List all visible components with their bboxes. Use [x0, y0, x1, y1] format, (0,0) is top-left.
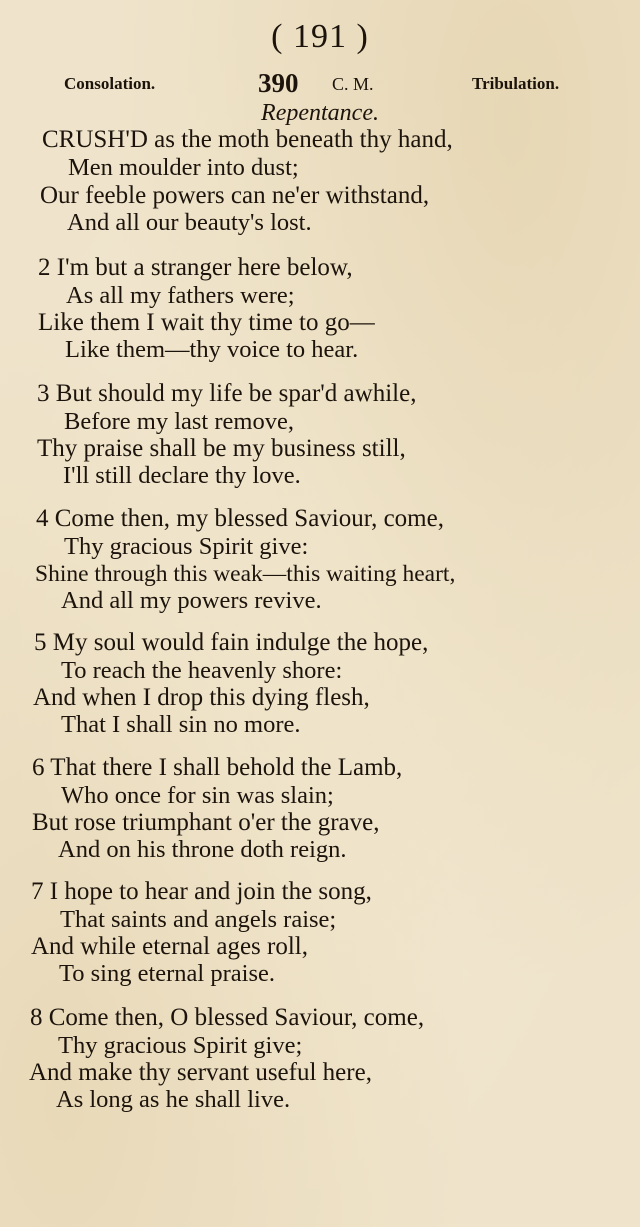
verse-line: That saints and angels raise; — [60, 906, 337, 933]
verse-line: And when I drop this dying flesh, — [33, 684, 370, 711]
verse-line: Before my last remove, — [64, 408, 294, 435]
verse-line: 5 My soul would fain indulge the hope, — [34, 629, 429, 656]
verse-line: Men moulder into dust; — [68, 154, 299, 181]
hymn-header — [0, 68, 640, 98]
hymn-subject: Repentance. — [261, 100, 379, 126]
verse-line: That I shall sin no more. — [61, 711, 301, 738]
hymn-number: 390 — [258, 68, 299, 98]
verse-line: 2 I'm but a stranger here below, — [38, 254, 353, 281]
verse-line: But rose triumphant o'er the grave, — [32, 809, 380, 836]
verse-line: Our feeble powers can ne'er withstand, — [40, 182, 430, 209]
verse-line: Thy praise shall be my business still, — [37, 435, 406, 462]
verse-line: As all my fathers were; — [66, 282, 295, 309]
verse-line: To sing eternal praise. — [59, 960, 275, 987]
verse-line: And all our beauty's lost. — [67, 209, 312, 236]
verse-line: Who once for sin was slain; — [61, 782, 334, 809]
verse-line: CRUSH'D as the moth beneath thy hand, — [42, 126, 453, 153]
verse-line: 3 But should my life be spar'd awhile, — [37, 380, 417, 407]
verse-line: Shine through this weak—this waiting heart, — [35, 561, 456, 587]
hymn-meter: C. M. — [332, 74, 374, 94]
verse-line: And all my powers revive. — [61, 587, 322, 614]
verse-line: 8 Come then, O blessed Saviour, come, — [30, 1004, 425, 1031]
verse-line: 7 I hope to hear and join the song, — [31, 878, 372, 905]
verse-line: And while eternal ages roll, — [31, 933, 308, 960]
verse-line: 6 That there I shall behold the Lamb, — [32, 754, 403, 781]
tune-name-right: Tribulation. — [472, 74, 560, 93]
verse-line: As long as he shall live. — [56, 1086, 291, 1113]
verse-line: 4 Come then, my blessed Saviour, come, — [36, 505, 444, 532]
verse-line: Thy gracious Spirit give; — [58, 1032, 303, 1059]
verse-line: Thy gracious Spirit give: — [64, 533, 309, 560]
verse-line: Like them I wait thy time to go— — [38, 309, 375, 336]
page-number: ( 191 ) — [271, 18, 369, 55]
verse-line: I'll still declare thy love. — [63, 462, 301, 489]
verse-line: To reach the heavenly shore: — [61, 657, 343, 684]
verse-line: And on his throne doth reign. — [58, 836, 347, 863]
verse-line: And make thy servant useful here, — [29, 1059, 372, 1086]
verse-line: Like them—thy voice to hear. — [65, 336, 359, 363]
tune-name-left: Consolation. — [64, 74, 156, 93]
